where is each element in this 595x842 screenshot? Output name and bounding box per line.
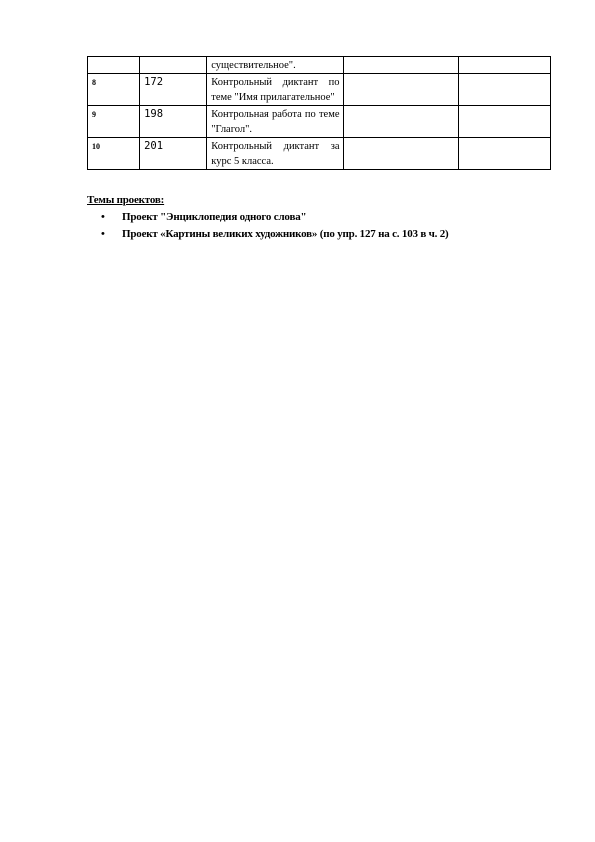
planned-date-cell bbox=[343, 57, 458, 74]
table-row bbox=[88, 57, 551, 74]
page-number-cell: 198 bbox=[140, 106, 207, 138]
table-row bbox=[88, 74, 551, 106]
page-number-cell: 172 bbox=[140, 74, 207, 106]
lesson-number-cell: 10 bbox=[88, 138, 140, 170]
lesson-topic-cell bbox=[207, 74, 343, 106]
table-row bbox=[88, 106, 551, 138]
lesson-topic-cell bbox=[207, 106, 343, 138]
bullet-icon: • bbox=[101, 228, 105, 240]
project-topics-section bbox=[87, 192, 557, 243]
planned-date-cell bbox=[343, 138, 458, 170]
list-item bbox=[87, 209, 557, 226]
project-topic-text: Проект "Энциклопедия одного слова" bbox=[122, 211, 307, 223]
actual-date-cell bbox=[458, 57, 550, 74]
lesson-topic-text: Контрольная работа по теме "Глагол". bbox=[211, 109, 340, 135]
page-number-cell: 201 bbox=[140, 138, 207, 170]
project-topics-heading: Темы проектов: bbox=[87, 194, 165, 206]
page-number-cell bbox=[140, 57, 207, 74]
lessons-table bbox=[87, 56, 551, 170]
lesson-topic-text: Контрольный диктант за курс 5 класса. bbox=[211, 141, 340, 167]
planned-date-cell bbox=[343, 74, 458, 106]
list-item bbox=[87, 226, 557, 243]
actual-date-cell bbox=[458, 138, 550, 170]
lesson-number-cell: 9 bbox=[88, 106, 140, 138]
lesson-topic-cell bbox=[207, 138, 343, 170]
lesson-topic-cell bbox=[207, 57, 343, 74]
table-row bbox=[88, 138, 551, 170]
planned-date-cell bbox=[343, 106, 458, 138]
lesson-number-cell: 8 bbox=[88, 74, 140, 106]
project-topic-text: Проект «Картины великих художников» (по упр. 127 на с. 103 в ч. 2) bbox=[122, 228, 449, 240]
actual-date-cell bbox=[458, 106, 550, 138]
bullet-icon: • bbox=[101, 211, 105, 223]
lesson-topic-text: Контрольный диктант по теме "Имя прилагательное" bbox=[211, 77, 340, 103]
actual-date-cell bbox=[458, 74, 550, 106]
lesson-number-cell bbox=[88, 57, 140, 74]
lesson-topic-text: существительное". bbox=[211, 60, 296, 71]
project-topics-list bbox=[87, 209, 557, 243]
